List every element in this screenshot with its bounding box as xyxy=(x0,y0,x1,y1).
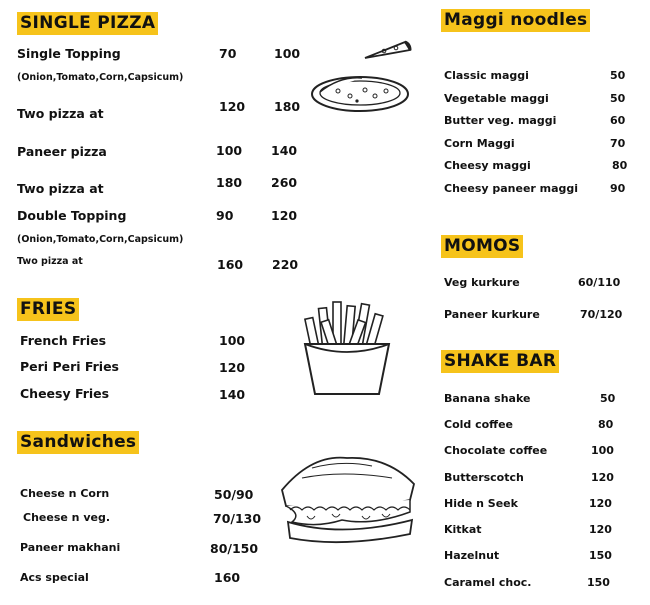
menu-item-price-large: 100 xyxy=(274,46,301,61)
menu-item-price: 60/110 xyxy=(578,276,621,289)
menu-item-price-regular: 70 xyxy=(219,46,237,61)
section-title-momos: MOMOS xyxy=(441,235,523,258)
section-title-shake-bar: SHAKE BAR xyxy=(441,350,559,373)
menu-item-price: 50/90 xyxy=(214,487,254,502)
menu-item-name: Corn Maggi xyxy=(444,137,515,150)
menu-item-name: Paneer pizza xyxy=(17,144,107,159)
menu-item-price: 150 xyxy=(587,576,610,589)
menu-item-name: Vegetable maggi xyxy=(444,92,549,105)
section-title-single-pizza: SINGLE PIZZA xyxy=(17,12,158,35)
menu-item-price: 160 xyxy=(214,570,241,585)
menu-item-name: Cheesy Fries xyxy=(20,386,110,401)
menu-item-name: Chocolate coffee xyxy=(444,444,548,457)
menu-item-name: Butterscotch xyxy=(444,471,524,484)
menu-item-price: 70/130 xyxy=(213,511,262,526)
menu-item-price-large: 120 xyxy=(271,208,298,223)
menu-item-price: 120 xyxy=(591,471,614,484)
menu-item-price: 80 xyxy=(598,418,614,431)
section-title-fries: FRIES xyxy=(17,298,79,321)
menu-item-name: Cheese n veg. xyxy=(23,511,111,524)
menu-item-name: Kitkat xyxy=(444,523,482,536)
menu-item-price-large: 140 xyxy=(271,143,298,158)
menu-item-price-regular: 120 xyxy=(219,99,246,114)
menu-item-name: Banana shake xyxy=(444,392,531,405)
menu-item-name: Cheesy maggi xyxy=(444,159,531,172)
fries-icon xyxy=(297,298,397,398)
section-title-maggi-noodles: Maggi noodles xyxy=(441,9,590,32)
menu-item-name: Cheese n Corn xyxy=(20,487,110,500)
pizza-icon xyxy=(310,36,415,116)
sandwich-icon xyxy=(272,450,422,550)
menu-item-price: 100 xyxy=(219,333,246,348)
menu-item-name: Butter veg. maggi xyxy=(444,114,557,127)
menu-item-name: French Fries xyxy=(20,333,107,348)
menu-item-name: Two pizza at xyxy=(17,256,83,267)
menu-item-name: Peri Peri Fries xyxy=(20,359,119,374)
menu-item-price: 90 xyxy=(610,182,626,195)
menu-item-name: Veg kurkure xyxy=(444,276,520,289)
menu-item-price-regular: 180 xyxy=(216,175,243,190)
menu-item-price-regular: 90 xyxy=(216,208,234,223)
menu-item-name: Paneer makhani xyxy=(20,541,121,554)
menu-item-price: 50 xyxy=(600,392,616,405)
menu-item-price: 60 xyxy=(610,114,626,127)
menu-item-name: Hazelnut xyxy=(444,549,500,562)
menu-item-price-large: 180 xyxy=(274,99,301,114)
menu-item-name: Double Topping xyxy=(17,208,127,223)
menu-item-price: 150 xyxy=(589,549,612,562)
menu-item-note: (Onion,Tomato,Corn,Capsicum) xyxy=(17,234,184,245)
menu-item-price-regular: 160 xyxy=(217,257,244,272)
menu-item-name: Two pizza at xyxy=(17,106,104,121)
menu-item-price: 140 xyxy=(219,387,246,402)
menu-item-price: 70/120 xyxy=(580,308,623,321)
menu-item-name: Hide n Seek xyxy=(444,497,518,510)
menu-item-price: 70 xyxy=(610,137,626,150)
menu-item-price: 120 xyxy=(589,497,612,510)
section-title-sandwiches: Sandwiches xyxy=(17,431,139,454)
menu-item-price: 80/150 xyxy=(210,541,259,556)
menu-item-name: Cold coffee xyxy=(444,418,514,431)
menu-item-price: 120 xyxy=(219,360,246,375)
menu-item-note: (Onion,Tomato,Corn,Capsicum) xyxy=(17,72,184,83)
menu-item-price: 100 xyxy=(591,444,614,457)
menu-item-name: Two pizza at xyxy=(17,181,104,196)
menu-item-name: Classic maggi xyxy=(444,69,529,82)
menu-item-price: 50 xyxy=(610,69,626,82)
menu-item-name: Cheesy paneer maggi xyxy=(444,182,579,195)
menu-item-price-regular: 100 xyxy=(216,143,243,158)
menu-item-price-large: 260 xyxy=(271,175,298,190)
menu-item-price: 80 xyxy=(612,159,628,172)
menu-item-price: 50 xyxy=(610,92,626,105)
menu-item-name: Caramel choc. xyxy=(444,576,532,589)
menu-item-name: Paneer kurkure xyxy=(444,308,540,321)
menu-item-price: 120 xyxy=(589,523,612,536)
menu-item-name: Acs special xyxy=(20,571,89,584)
menu-item-price-large: 220 xyxy=(272,257,299,272)
menu-item-name: Single Topping xyxy=(17,46,121,61)
